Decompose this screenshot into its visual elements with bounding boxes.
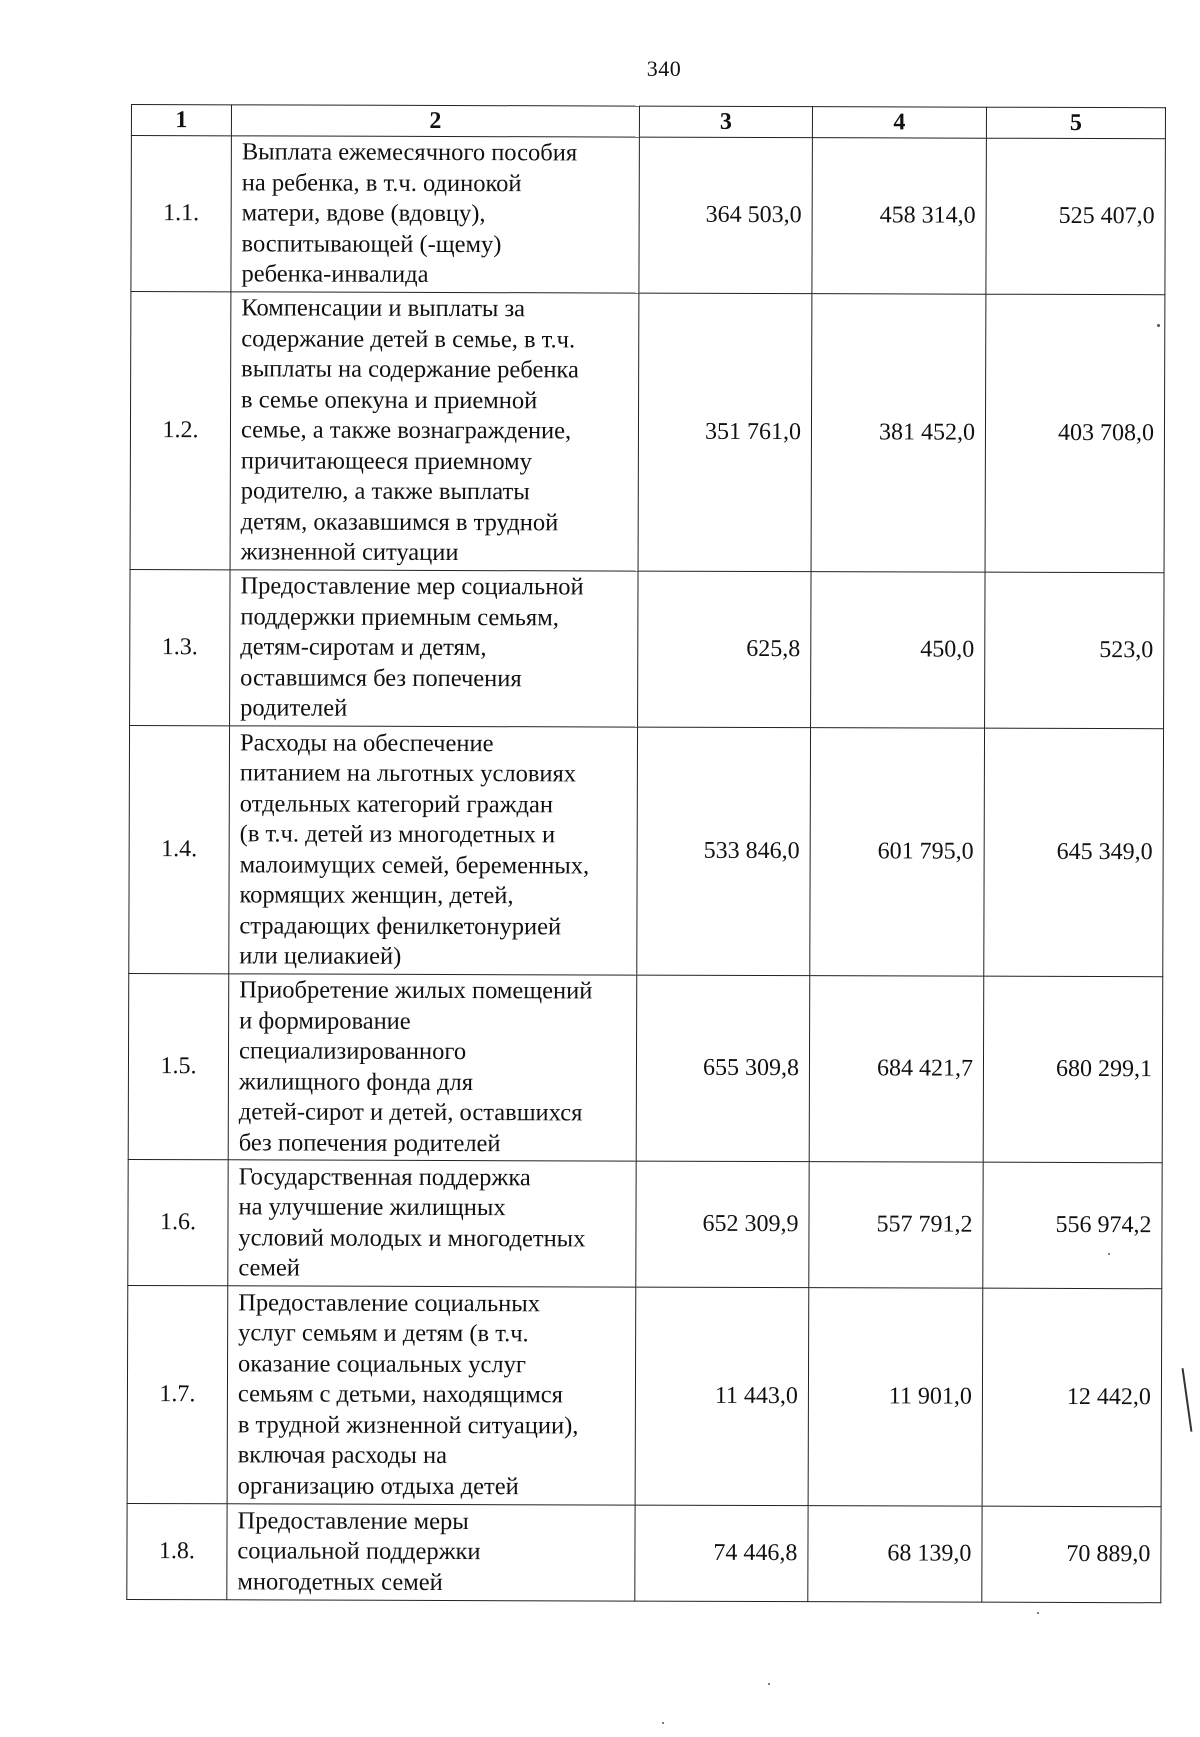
row-value-col4: 11 901,0 — [808, 1288, 983, 1507]
header-cell-3: 3 — [639, 106, 812, 138]
table-row — [128, 1159, 1162, 1288]
row-value-col5: 556 974,2 — [983, 1162, 1162, 1289]
row-value-col4: 557 791,2 — [809, 1162, 983, 1289]
row-number: 1.6. — [128, 1159, 228, 1285]
row-value-col4: 601 795,0 — [810, 728, 985, 977]
header-cell-5: 5 — [986, 107, 1165, 139]
row-value-col4: 450,0 — [811, 572, 985, 729]
row-value-col3: 533 846,0 — [637, 727, 811, 976]
row-value-col5: 12 442,0 — [982, 1288, 1162, 1507]
scan-artifact-stroke — [1182, 1368, 1192, 1432]
row-description: Предоставление социальных услуг семьям и детям (в т.ч. оказание социальных услуг семьям с детьми, находящимся в трудной жизненной ситуации), включая расходы на организацию отдыха детей — [227, 1286, 636, 1505]
row-number: 1.7. — [127, 1285, 228, 1503]
row-value-col5: 525 407,0 — [986, 138, 1165, 295]
table-row — [127, 1285, 1162, 1506]
row-value-col4: 68 139,0 — [808, 1506, 982, 1603]
row-value-col4: 381 452,0 — [811, 294, 986, 573]
row-value-col3: 351 761,0 — [638, 293, 812, 572]
table-row — [130, 292, 1165, 573]
row-number: 1.4. — [129, 725, 230, 973]
row-description: Государственная поддержка на улучшение жилищных условий молодых и многодетных семей — [228, 1160, 636, 1287]
row-number: 1.2. — [130, 292, 231, 570]
scan-speck — [662, 1722, 664, 1724]
table-header-row — [131, 105, 1165, 139]
row-number: 1.1. — [131, 136, 231, 292]
row-value-col5: 70 889,0 — [982, 1506, 1161, 1603]
row-description: Компенсации и выплаты за содержание детей в семье, в т.ч. выплаты на содержание ребенка в семье опекуна и приемной семье, а также вознаграждение, причитающееся приемному родителю, а также выплаты детям, оказавшимся в трудной жизненной ситуации — [230, 292, 639, 571]
row-value-col4: 684 421,7 — [809, 976, 984, 1163]
row-description: Предоставление мер социальной поддержки приемным семьям, детям-сиротам и детям, оставшимся без попечения родителей — [230, 570, 638, 727]
row-value-col5: 680 299,1 — [983, 976, 1163, 1163]
row-description: Расходы на обеспечение питанием на льготных условиях отдельных категорий граждан (в т.ч. детей из многодетных и малоимущих семей, беременных, кормящих женщин, детей, страдающих фенилкетонурией или целиакией) — [229, 726, 638, 975]
row-number: 1.5. — [128, 973, 229, 1159]
row-description: Выплата ежемесячного пособия на ребенка, в т.ч. одинокой матери, вдове (вдовцу), воспитывающей (-щему) ребенка-инвалида — [231, 136, 639, 293]
table-row — [129, 725, 1164, 976]
scan-speck — [768, 1683, 770, 1685]
row-value-col3: 11 443,0 — [635, 1287, 809, 1506]
header-cell-2: 2 — [231, 105, 639, 137]
row-value-col3: 655 309,8 — [636, 975, 810, 1162]
scan-speck — [1157, 324, 1160, 327]
row-value-col3: 652 309,9 — [636, 1161, 809, 1288]
row-value-col5: 403 708,0 — [985, 294, 1165, 573]
row-number: 1.3. — [130, 569, 230, 725]
table-row — [131, 136, 1165, 295]
table-row — [130, 569, 1164, 728]
table-row — [128, 973, 1163, 1162]
row-description: Предоставление меры социальной поддержки многодетных семей — [227, 1504, 635, 1601]
row-value-col5: 523,0 — [985, 572, 1164, 729]
row-value-col3: 625,8 — [638, 571, 811, 728]
row-description: Приобретение жилых помещений и формирование специализированного жилищного фонда для детей-сирот и детей, оставшихся без попечения родителей — [228, 974, 637, 1161]
page-number: 340 — [646, 56, 682, 81]
row-value-col3: 364 503,0 — [639, 137, 812, 294]
header-cell-4: 4 — [812, 107, 986, 139]
table-row — [127, 1503, 1161, 1602]
scan-speck — [1108, 1253, 1110, 1255]
scan-speck — [1037, 1612, 1039, 1614]
row-value-col4: 458 314,0 — [812, 138, 986, 295]
budget-table — [126, 104, 1166, 1603]
header-cell-1: 1 — [131, 105, 231, 136]
row-value-col5: 645 349,0 — [984, 728, 1164, 977]
row-number: 1.8. — [127, 1503, 227, 1599]
row-value-col3: 74 446,8 — [635, 1505, 808, 1602]
